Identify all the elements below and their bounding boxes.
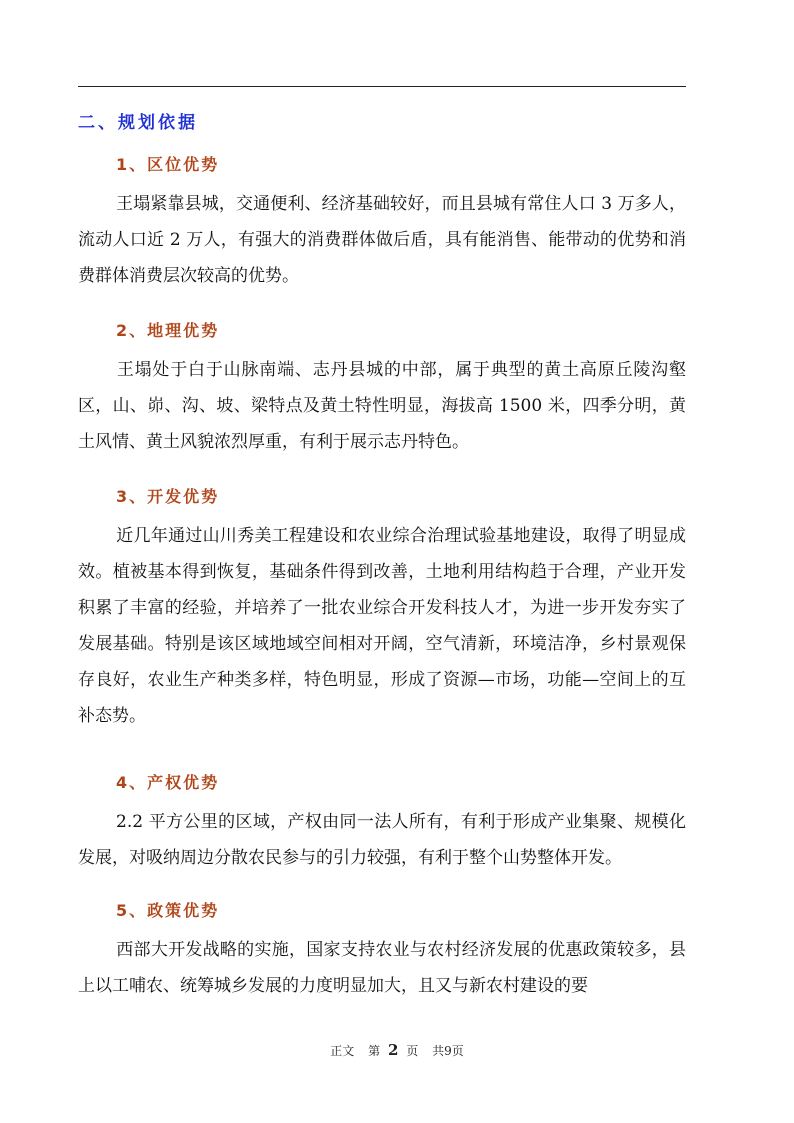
subsection-heading-4: 4、产权优势 (116, 773, 220, 792)
footer-page-suffix: 页 (406, 1044, 419, 1058)
paragraph-4: 2.2 平方公里的区域，产权由同一法人所有，有利于形成产业集聚、规模化发展，对吸纳周边分散农民参与的引力较强，有利于整个山势整体开发。 (78, 812, 686, 868)
footer-page-number: 2 (387, 1041, 399, 1059)
page-footer (0, 1040, 794, 1061)
header-rule (78, 86, 686, 87)
paragraph-1: 王塌紧靠县城，交通便利、经济基础较好，而且县城有常住人口 3 万多人，流动人口近 2 万人，有强大的消费群体做后盾，具有能消售、能带动的优势和消费群体消费层次较高的优势。 (78, 194, 686, 286)
subsection-heading-1: 1、区位优势 (116, 155, 220, 174)
paragraph-2: 王塌处于白于山脉南端、志丹县城的中部，属于典型的黄土高原丘陵沟壑区，山、峁、沟、坡、梁特点及黄土特性明显，海拔高 1500 米，四季分明，黄土风情、黄土风貌浓烈厚重，有利于展示志丹特色。 (78, 360, 686, 452)
paragraph-3: 近几年通过山川秀美工程建设和农业综合治理试验基地建设，取得了明显成效。植被基本得到恢复，基础条件得到改善，土地利用结构趋于合理，产业开发积累了丰富的经验，并培养了一批农业综合开发科技人才，为进一步开发夯实了发展基础。特别是该区域地域空间相对开阔，空气清新，环境洁净，乡村景观保存良好，农业生产种类多样，特色明显，形成了资源—市场，功能—空间上的互补态势。 (78, 526, 686, 726)
footer-page-prefix: 第 (368, 1044, 381, 1058)
footer-section-label: 正文 (330, 1044, 355, 1058)
subsection-heading-3: 3、开发优势 (116, 487, 220, 506)
paragraph-5: 西部大开发战略的实施，国家支持农业与农村经济发展的优惠政策较多，县上以工哺农、统筹城乡发展的力度明显加大，且又与新农村建设的要 (78, 940, 686, 996)
subsection-heading-5: 5、政策优势 (116, 901, 220, 920)
subsection-heading-2: 2、地理优势 (116, 321, 220, 340)
footer-total-pages: 共9页 (432, 1044, 464, 1058)
section-title: 二、规划依据 (78, 113, 198, 133)
